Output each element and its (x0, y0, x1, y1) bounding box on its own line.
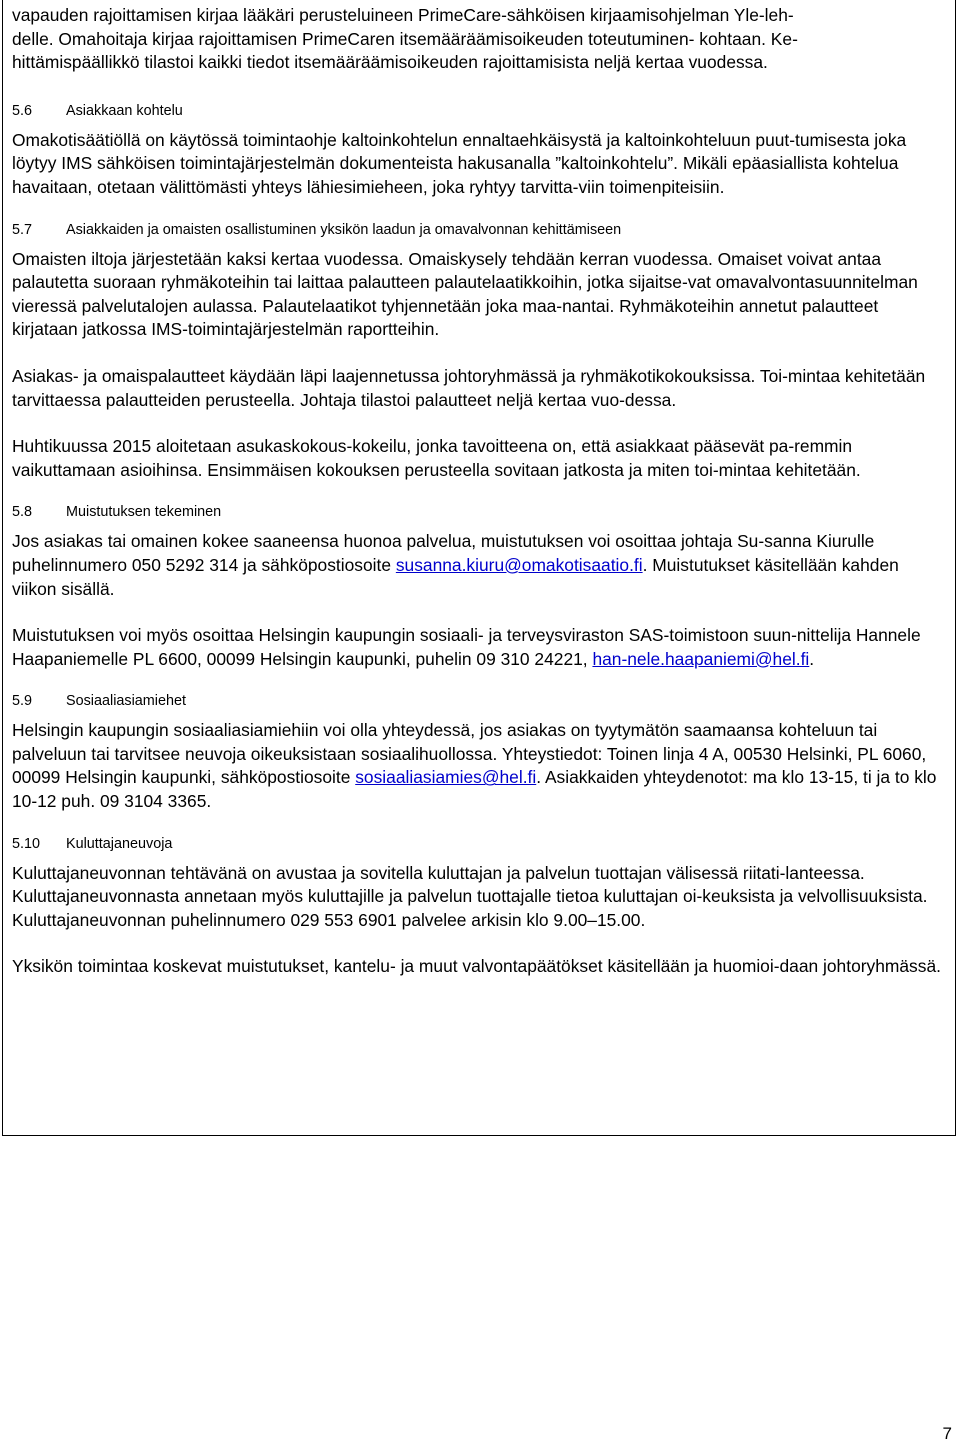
section-5-8-heading (12, 502, 944, 522)
section-title: Kuluttajaneuvoja (66, 835, 173, 852)
section-number: 5.10 (12, 835, 41, 852)
email-link-sosiaaliasiamies[interactable]: sosiaaliasiamies@hel.fi (355, 767, 537, 788)
section-number: 5.7 (12, 221, 33, 238)
intro-line-3: hittämispäällikkö tilastoi kaikki tiedot itsemääräämisoikeuden rajoittamisista neljä kertaa vuodessa. (12, 52, 768, 73)
section-5-8-paragraph-2 (12, 624, 944, 671)
section-5-9-heading (12, 691, 944, 711)
section-title: Muistutuksen tekeminen (66, 504, 222, 521)
section-5-10-paragraph-1: Kuluttajaneuvonnan tehtävänä on avustaa ja sovitella kuluttajan ja palvelun tuottajan välisessä riitati-lanteessa. Kuluttajaneuvonnasta annetaan myös kuluttajille ja palvelun tuottajalle tietoa kuluttajan oi-keuksista ja velvollisuuksista. (12, 862, 928, 907)
page-number: 7 (942, 1424, 952, 1443)
email-link-haapaniemi[interactable]: han-nele.haapaniemi@hel.fi (592, 648, 810, 669)
section-5-10-heading (12, 834, 944, 854)
section-number: 5.6 (12, 102, 33, 119)
section-title: Sosiaaliasiamiehet (66, 693, 186, 710)
section-5-6-heading (12, 101, 944, 121)
section-5-10-paragraph-3: Yksikön toimintaa koskevat muistutukset, kantelu- ja muut valvontapäätökset käsitellään ja huomioi-daan johtoryhmässä. (12, 956, 941, 977)
intro-line-1: vapauden rajoittamisen kirjaa lääkäri perusteluineen PrimeCare-sähköisen kirjaamisohjelman Yle-leh- (12, 5, 794, 25)
text: . Muistutukset käsitellään kahden viikon sisällä. (12, 554, 899, 599)
section-5-7-paragraph-3: Huhtikuussa 2015 aloitetaan asukaskokous-kokeilu, jonka tavoitteena on, että asiakkaat pääsevät pa-remmin vaikuttamaan asioihinsa. Ensimmäisen kokouksen perusteella sovitaan jatkosta ja miten toi-mintaa kehitetään. (12, 436, 861, 480)
section-5-8-paragraph-1 (12, 530, 944, 601)
section-5-7-paragraph-2: Asiakas- ja omaispalautteet käydään läpi laajennetussa johtoryhmässä ja ryhmäkotikokouksissa. Toi-mintaa kehitetään tarvittaessa palautteiden perusteella. Johtaja tilastoi palautteet neljä kertaa vuo-dessa. (12, 365, 926, 410)
document-body (12, 4, 944, 979)
intro-line-2: delle. Omahoitaja kirjaa rajoittamisen PrimeCaren itsemääräämisoikeuden toteutuminen- kohtaan. Ke- (12, 28, 798, 49)
section-5-7-heading (12, 220, 944, 240)
section-title: Asiakkaiden ja omaisten osallistuminen yksikön laadun ja omavalvonnan kehittämiseen (66, 221, 622, 238)
section-5-6-paragraph: Omakotisäätiöllä on käytössä toimintaohje kaltoinkohtelun ennaltaehkäisystä ja kaltoinkohteluun puut-tumisesta joka löytyy IMS sähköisen toimintajärjestelmän dokumenteista hakusanalla ”kaltoinkohtelu”. Mikäli epäasiallista kohtelua havaitaan, otetaan välittömästi yhteys lähiesimieheen, joka ryhtyy tarvitta-viin toimenpiteisiin. (12, 129, 907, 197)
section-5-10-paragraph-2: Kuluttajaneuvonnan puhelinnumero 029 553 6901 palvelee arkisin klo 9.00–15.00. (12, 909, 646, 930)
text: Muistutuksen voi myös osoittaa Helsingin kaupungin sosiaali- ja terveysviraston SAS-toimistoon suun-nittelija Hannele Haapaniemelle PL 6600, 00099 Helsingin kaupunki, puhelin 09 310 24221, (12, 625, 921, 669)
section-5-9-paragraph (12, 719, 944, 813)
section-title: Asiakkaan kohtelu (66, 102, 183, 119)
text: Jos asiakas tai omainen kokee saaneensa huonoa palvelua, muistutuksen voi osoittaa johtaja Su-sanna Kiurulle puhelinnumero 050 5292 314 ja sähköpostiosoite (12, 531, 875, 575)
text: . Asiakkaiden yhteydenotot: ma klo 13-15, ti ja to klo 10-12 puh. 09 3104 3365. (12, 767, 937, 812)
section-number: 5.8 (12, 504, 33, 521)
email-link-kiuru[interactable]: susanna.kiuru@omakotisaatio.fi (395, 554, 643, 575)
text: Helsingin kaupungin sosiaaliasiamiehiin voi olla yhteydessä, jos asiakas on tyytymätön saamaansa kohteluun tai palveluun tai tarvitsee neuvoja oikeuksistaan sosiaalihuollossa. Yhteystiedot: Toinen linja 4 A, 00530 Helsinki, PL 6060, 00099 Helsingin kaupunki, sähköpostiosoite (12, 720, 927, 788)
section-5-7-paragraph-1: Omaisten iltoja järjestetään kaksi kertaa vuodessa. Omaiskysely tehdään kerran vuodessa. Omaiset voivat antaa palautetta suoraan ryhmäkoteihin tai laittaa palautteen palautelaatikkoihin, jotka sijaitse-vat omavalvontasuunnitelman vieressä palvelutalojen aulassa. Palautelaatikot tyhjennetään joka maa-nantai. Ryhmäkoteihin annetut palautteet kirjataan jatkossa IMS-toimintajärjestelmän raportteihin. (12, 248, 918, 340)
section-number: 5.9 (12, 693, 33, 710)
text: . (809, 648, 815, 669)
